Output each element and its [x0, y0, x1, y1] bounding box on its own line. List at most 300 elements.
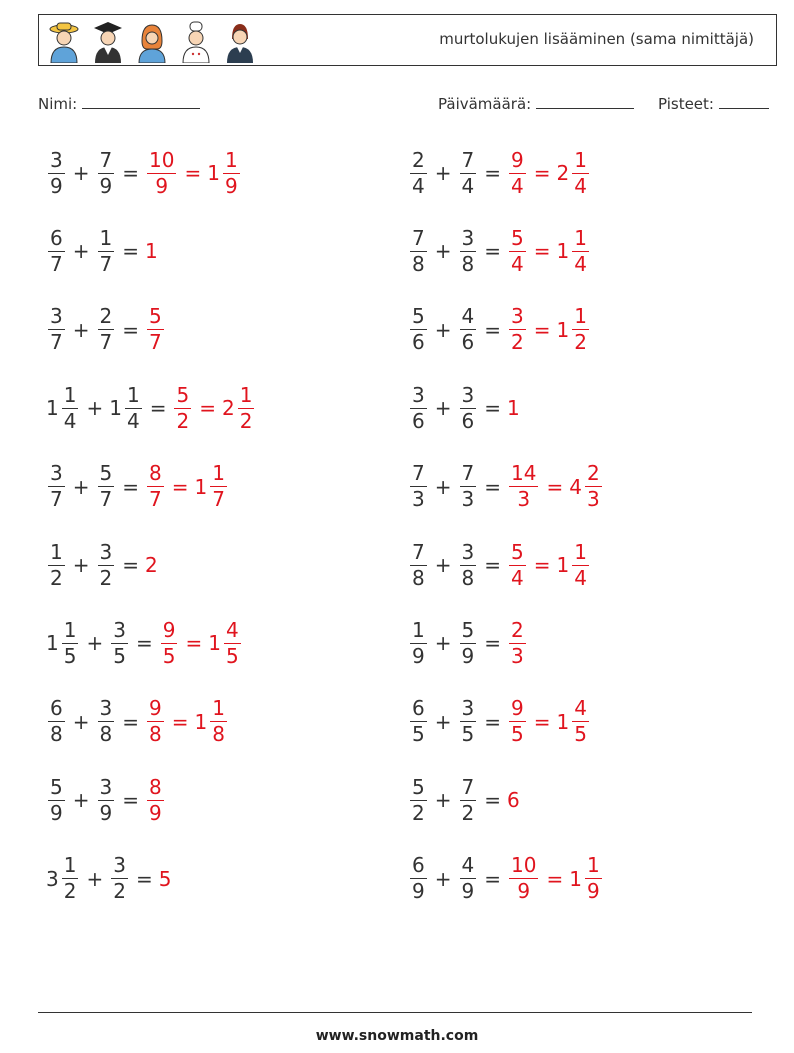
- problem-3: [46, 219, 158, 283]
- name-blank[interactable]: [82, 94, 200, 109]
- whole-number: 1: [507, 396, 520, 421]
- answer: [145, 461, 166, 512]
- problem-16: [408, 690, 591, 754]
- numerator: 8: [149, 461, 162, 486]
- term: [408, 461, 429, 512]
- denominator: 9: [461, 879, 475, 904]
- term: [145, 775, 166, 826]
- fraction: [410, 775, 427, 826]
- plus-sign: +: [434, 474, 452, 499]
- whole-number: 1: [556, 709, 570, 734]
- equals-sign: =: [484, 866, 501, 891]
- denominator: 7: [149, 330, 162, 355]
- answer: [179, 618, 242, 669]
- fraction: [161, 618, 178, 669]
- numerator: 5: [99, 461, 113, 486]
- denominator: 3: [412, 487, 425, 512]
- answer: [528, 148, 591, 199]
- numerator: 5: [412, 304, 425, 329]
- denominator: 8: [412, 565, 425, 590]
- term: [145, 461, 166, 512]
- problem-10: [408, 455, 604, 519]
- avatar-strip: [45, 19, 259, 63]
- numerator: 1: [574, 225, 587, 250]
- equals-sign: =: [135, 866, 153, 891]
- equals-sign: =: [199, 396, 216, 421]
- whole-number: 2: [145, 553, 158, 577]
- equals-sign: =: [122, 317, 139, 342]
- fraction: [48, 696, 65, 747]
- fraction: [509, 696, 526, 747]
- equals-sign: =: [122, 239, 139, 264]
- denominator: 7: [99, 487, 113, 512]
- term: [458, 226, 479, 277]
- denominator: 9: [50, 800, 63, 825]
- denominator: 8: [149, 722, 162, 747]
- term: [46, 148, 67, 199]
- numerator: 1: [99, 225, 113, 250]
- term: [109, 618, 130, 669]
- term: [159, 618, 180, 669]
- equals-sign: =: [546, 866, 564, 891]
- term: [109, 383, 143, 434]
- fraction: [410, 304, 427, 355]
- term: [145, 239, 158, 263]
- problem-19: [46, 847, 171, 911]
- term: [408, 775, 429, 826]
- equals-sign: =: [484, 474, 501, 499]
- plus-sign: +: [434, 631, 452, 656]
- answer: [507, 618, 528, 669]
- denominator: 7: [99, 251, 113, 276]
- denominator: 8: [50, 722, 63, 747]
- denominator: 6: [412, 330, 425, 355]
- term: [458, 304, 479, 355]
- fraction: [48, 540, 65, 591]
- term: [46, 304, 67, 355]
- worksheet-title: murtolukujen lisääminen (sama nimittäjä): [439, 30, 754, 48]
- whole-number: 1: [194, 709, 208, 734]
- answer: [540, 461, 603, 512]
- fraction: [460, 540, 477, 591]
- numerator: 10: [149, 147, 175, 172]
- denominator: 9: [586, 879, 600, 904]
- equals-sign: =: [533, 709, 551, 734]
- whole-number: 1: [556, 317, 570, 342]
- equals-sign: =: [484, 317, 501, 342]
- equals-sign: =: [533, 161, 551, 185]
- denominator: 4: [574, 173, 587, 198]
- fraction: [210, 696, 227, 747]
- term: [408, 148, 429, 199]
- name-field: [38, 94, 200, 113]
- numerator: 5: [511, 539, 524, 564]
- fraction: [48, 304, 65, 355]
- numerator: 1: [50, 539, 63, 564]
- denominator: 4: [511, 565, 524, 590]
- problem-15: [46, 690, 229, 754]
- equals-sign: =: [171, 474, 189, 499]
- numerator: 4: [461, 853, 475, 878]
- businesswoman-avatar-icon: [221, 19, 259, 63]
- numerator: 1: [63, 617, 77, 642]
- term: [408, 383, 429, 434]
- numerator: 5: [511, 225, 524, 250]
- whole-number: 5: [158, 866, 172, 891]
- fraction: [98, 148, 115, 199]
- fraction: [210, 461, 227, 512]
- plus-sign: +: [72, 317, 90, 342]
- denominator: 3: [511, 643, 524, 668]
- equals-sign: =: [122, 709, 139, 734]
- numerator: 5: [412, 774, 425, 799]
- denominator: 2: [239, 408, 253, 433]
- equals-sign: =: [484, 709, 501, 734]
- numerator: 2: [412, 147, 425, 172]
- term: [195, 696, 229, 747]
- term: [507, 148, 528, 199]
- numerator: 9: [511, 147, 524, 172]
- numerator: 3: [412, 382, 425, 407]
- date-label: Päivämäärä:: [438, 95, 532, 113]
- score-label: Pisteet:: [658, 95, 714, 113]
- denominator: 8: [212, 722, 225, 747]
- plus-sign: +: [72, 553, 90, 577]
- numerator: 7: [461, 774, 475, 799]
- denominator: 3: [586, 487, 600, 512]
- numerator: 4: [461, 304, 475, 329]
- plus-sign: +: [86, 396, 104, 421]
- numerator: 9: [511, 696, 524, 721]
- footer-url: www.snowmath.com: [315, 1028, 479, 1044]
- fraction: [585, 853, 602, 904]
- problem-9: [46, 455, 229, 519]
- plus-sign: +: [86, 631, 104, 656]
- term: [145, 553, 158, 577]
- term: [458, 540, 479, 591]
- fraction: [410, 148, 427, 199]
- numerator: 3: [50, 304, 63, 329]
- answer: [528, 540, 591, 591]
- equals-sign: =: [484, 788, 501, 813]
- answer: [507, 226, 528, 277]
- term: [145, 148, 178, 199]
- term: [408, 304, 429, 355]
- answer: [166, 461, 229, 512]
- term: [408, 696, 429, 747]
- answer: [145, 239, 158, 263]
- numerator: 4: [574, 696, 587, 721]
- fraction: [572, 304, 589, 355]
- numerator: 7: [461, 147, 475, 172]
- numerator: 1: [212, 461, 225, 486]
- denominator: 5: [162, 643, 176, 668]
- fraction: [460, 304, 477, 355]
- numerator: 3: [461, 382, 475, 407]
- whole-number: 1: [109, 396, 122, 421]
- numerator: 3: [113, 853, 126, 878]
- problem-18: [408, 768, 520, 832]
- whole-number: 3: [46, 866, 59, 891]
- denominator: 2: [99, 565, 113, 590]
- denominator: 9: [412, 643, 425, 668]
- fraction: [460, 618, 477, 669]
- fraction: [410, 853, 427, 904]
- term: [207, 148, 241, 199]
- numerator: 5: [149, 304, 162, 329]
- denominator: 9: [155, 173, 169, 198]
- term: [96, 304, 117, 355]
- fraction: [460, 226, 477, 277]
- plus-sign: +: [434, 239, 452, 264]
- equals-sign: =: [484, 161, 501, 185]
- equals-sign: =: [122, 553, 139, 577]
- numerator: 9: [149, 696, 162, 721]
- term: [96, 696, 117, 747]
- fraction: [509, 226, 526, 277]
- term: [557, 304, 591, 355]
- footer-divider: [38, 1012, 752, 1013]
- numerator: 7: [412, 539, 425, 564]
- answer: [145, 696, 166, 747]
- denominator: 9: [149, 800, 162, 825]
- answer: [507, 540, 528, 591]
- fraction: [410, 383, 427, 434]
- numerator: 6: [50, 225, 63, 250]
- denominator: 7: [50, 251, 63, 276]
- numerator: 5: [461, 617, 475, 642]
- numerator: 5: [50, 774, 63, 799]
- problem-17: [46, 768, 166, 832]
- term: [195, 461, 229, 512]
- answer: [145, 775, 166, 826]
- chef-avatar-icon: [177, 19, 215, 63]
- equals-sign: =: [185, 631, 203, 656]
- answer: [528, 304, 591, 355]
- problem-1: [46, 141, 242, 205]
- denominator: 2: [63, 879, 77, 904]
- denominator: 5: [574, 722, 587, 747]
- denominator: 9: [517, 879, 531, 904]
- numerator: 1: [63, 382, 77, 407]
- denominator: 3: [517, 487, 531, 512]
- date-field: [438, 94, 634, 113]
- whole-number: 2: [221, 396, 235, 421]
- plus-sign: +: [72, 239, 90, 264]
- numerator: 1: [239, 382, 253, 407]
- equals-sign: =: [546, 474, 564, 499]
- denominator: 2: [412, 800, 425, 825]
- fraction: [460, 853, 477, 904]
- problem-12: [408, 533, 591, 597]
- equals-sign: =: [484, 631, 501, 656]
- denominator: 2: [511, 330, 524, 355]
- term: [109, 853, 130, 904]
- numerator: 1: [412, 617, 425, 642]
- score-blank[interactable]: [719, 94, 769, 109]
- term: [507, 304, 528, 355]
- whole-number: 1: [556, 553, 570, 577]
- term: [507, 618, 528, 669]
- denominator: 8: [461, 251, 475, 276]
- problem-5: [46, 298, 166, 362]
- term: [408, 226, 429, 277]
- denominator: 4: [461, 173, 475, 198]
- term: [46, 853, 80, 904]
- term: [458, 853, 479, 904]
- fraction: [125, 383, 142, 434]
- fraction: [98, 775, 115, 826]
- date-blank[interactable]: [536, 94, 634, 109]
- numerator: 1: [126, 382, 140, 407]
- fraction: [572, 226, 589, 277]
- numerator: 6: [50, 696, 63, 721]
- fraction: [147, 775, 164, 826]
- plus-sign: +: [86, 866, 104, 891]
- answer: [540, 853, 603, 904]
- term: [507, 788, 520, 812]
- equals-sign: =: [149, 396, 167, 421]
- term: [458, 461, 479, 512]
- whole-number: 1: [46, 396, 59, 421]
- answer: [172, 383, 193, 434]
- equals-sign: =: [533, 239, 551, 264]
- denominator: 2: [574, 330, 587, 355]
- term: [507, 540, 528, 591]
- whole-number: 1: [207, 161, 220, 185]
- term: [46, 618, 80, 669]
- fraction: [62, 618, 79, 669]
- denominator: 5: [511, 722, 524, 747]
- equals-sign: =: [533, 553, 551, 577]
- denominator: 7: [212, 487, 225, 512]
- denominator: 7: [50, 487, 63, 512]
- numerator: 1: [574, 539, 587, 564]
- term: [408, 618, 429, 669]
- term: [458, 148, 479, 199]
- fraction: [509, 461, 538, 512]
- denominator: 9: [50, 173, 63, 198]
- answer: [178, 148, 241, 199]
- term: [96, 226, 117, 277]
- answer: [528, 696, 591, 747]
- fraction: [147, 304, 164, 355]
- term: [507, 461, 540, 512]
- term: [46, 383, 80, 434]
- plus-sign: +: [434, 788, 452, 813]
- denominator: 4: [126, 408, 140, 433]
- fraction: [572, 540, 589, 591]
- denominator: 9: [224, 173, 238, 198]
- denominator: 4: [574, 565, 587, 590]
- denominator: 8: [412, 251, 425, 276]
- numerator: 1: [212, 696, 225, 721]
- fraction: [585, 461, 602, 512]
- term: [96, 461, 117, 512]
- plus-sign: +: [72, 474, 90, 499]
- denominator: 2: [50, 565, 63, 590]
- numerator: 5: [176, 382, 190, 407]
- term: [172, 383, 193, 434]
- whole-number: 1: [145, 239, 158, 264]
- fraction: [62, 853, 79, 904]
- plus-sign: +: [434, 317, 452, 342]
- equals-sign: =: [122, 161, 139, 185]
- equals-sign: =: [184, 161, 202, 185]
- term: [145, 304, 166, 355]
- numerator: 3: [461, 696, 475, 721]
- answer: [507, 788, 520, 812]
- fraction: [98, 304, 115, 355]
- denominator: 9: [99, 800, 113, 825]
- term: [46, 226, 67, 277]
- name-label: Nimi:: [38, 95, 78, 113]
- equals-sign: =: [122, 474, 139, 499]
- answer: [159, 867, 172, 891]
- fraction: [111, 853, 128, 904]
- graduate-avatar-icon: [89, 19, 127, 63]
- fraction: [509, 148, 526, 199]
- denominator: 6: [412, 408, 425, 433]
- fraction: [460, 383, 477, 434]
- fraction: [460, 775, 477, 826]
- equals-sign: =: [135, 631, 153, 656]
- denominator: 4: [412, 173, 425, 198]
- numerator: 10: [511, 853, 537, 878]
- term: [557, 226, 591, 277]
- denominator: 8: [461, 565, 475, 590]
- term: [408, 540, 429, 591]
- fraction: [48, 148, 65, 199]
- fraction: [48, 226, 65, 277]
- fraction: [174, 383, 191, 434]
- answer: [507, 304, 528, 355]
- term: [46, 540, 67, 591]
- answer: [507, 853, 540, 904]
- fraction: [98, 540, 115, 591]
- denominator: 4: [63, 408, 77, 433]
- equals-sign: =: [484, 239, 501, 264]
- term: [458, 696, 479, 747]
- equals-sign: =: [533, 317, 551, 342]
- fraction: [460, 696, 477, 747]
- numerator: 2: [99, 304, 113, 329]
- numerator: 3: [99, 774, 113, 799]
- numerator: 3: [99, 696, 113, 721]
- whole-number: 1: [46, 631, 59, 656]
- problem-14: [408, 611, 528, 675]
- score-field: [658, 94, 769, 113]
- term: [458, 775, 479, 826]
- answer: [528, 226, 591, 277]
- numerator: 7: [412, 461, 425, 486]
- problem-11: [46, 533, 158, 597]
- woman-avatar-icon: [133, 19, 171, 63]
- fraction: [48, 461, 65, 512]
- fraction: [410, 461, 427, 512]
- numerator: 7: [461, 461, 475, 486]
- plus-sign: +: [434, 396, 452, 421]
- term: [408, 853, 429, 904]
- numerator: 3: [511, 304, 524, 329]
- whole-number: 6: [507, 788, 520, 813]
- answer: [193, 383, 256, 434]
- denominator: 9: [99, 173, 113, 198]
- plus-sign: +: [434, 709, 452, 734]
- fraction: [238, 383, 255, 434]
- denominator: 2: [461, 800, 475, 825]
- numerator: 7: [99, 147, 113, 172]
